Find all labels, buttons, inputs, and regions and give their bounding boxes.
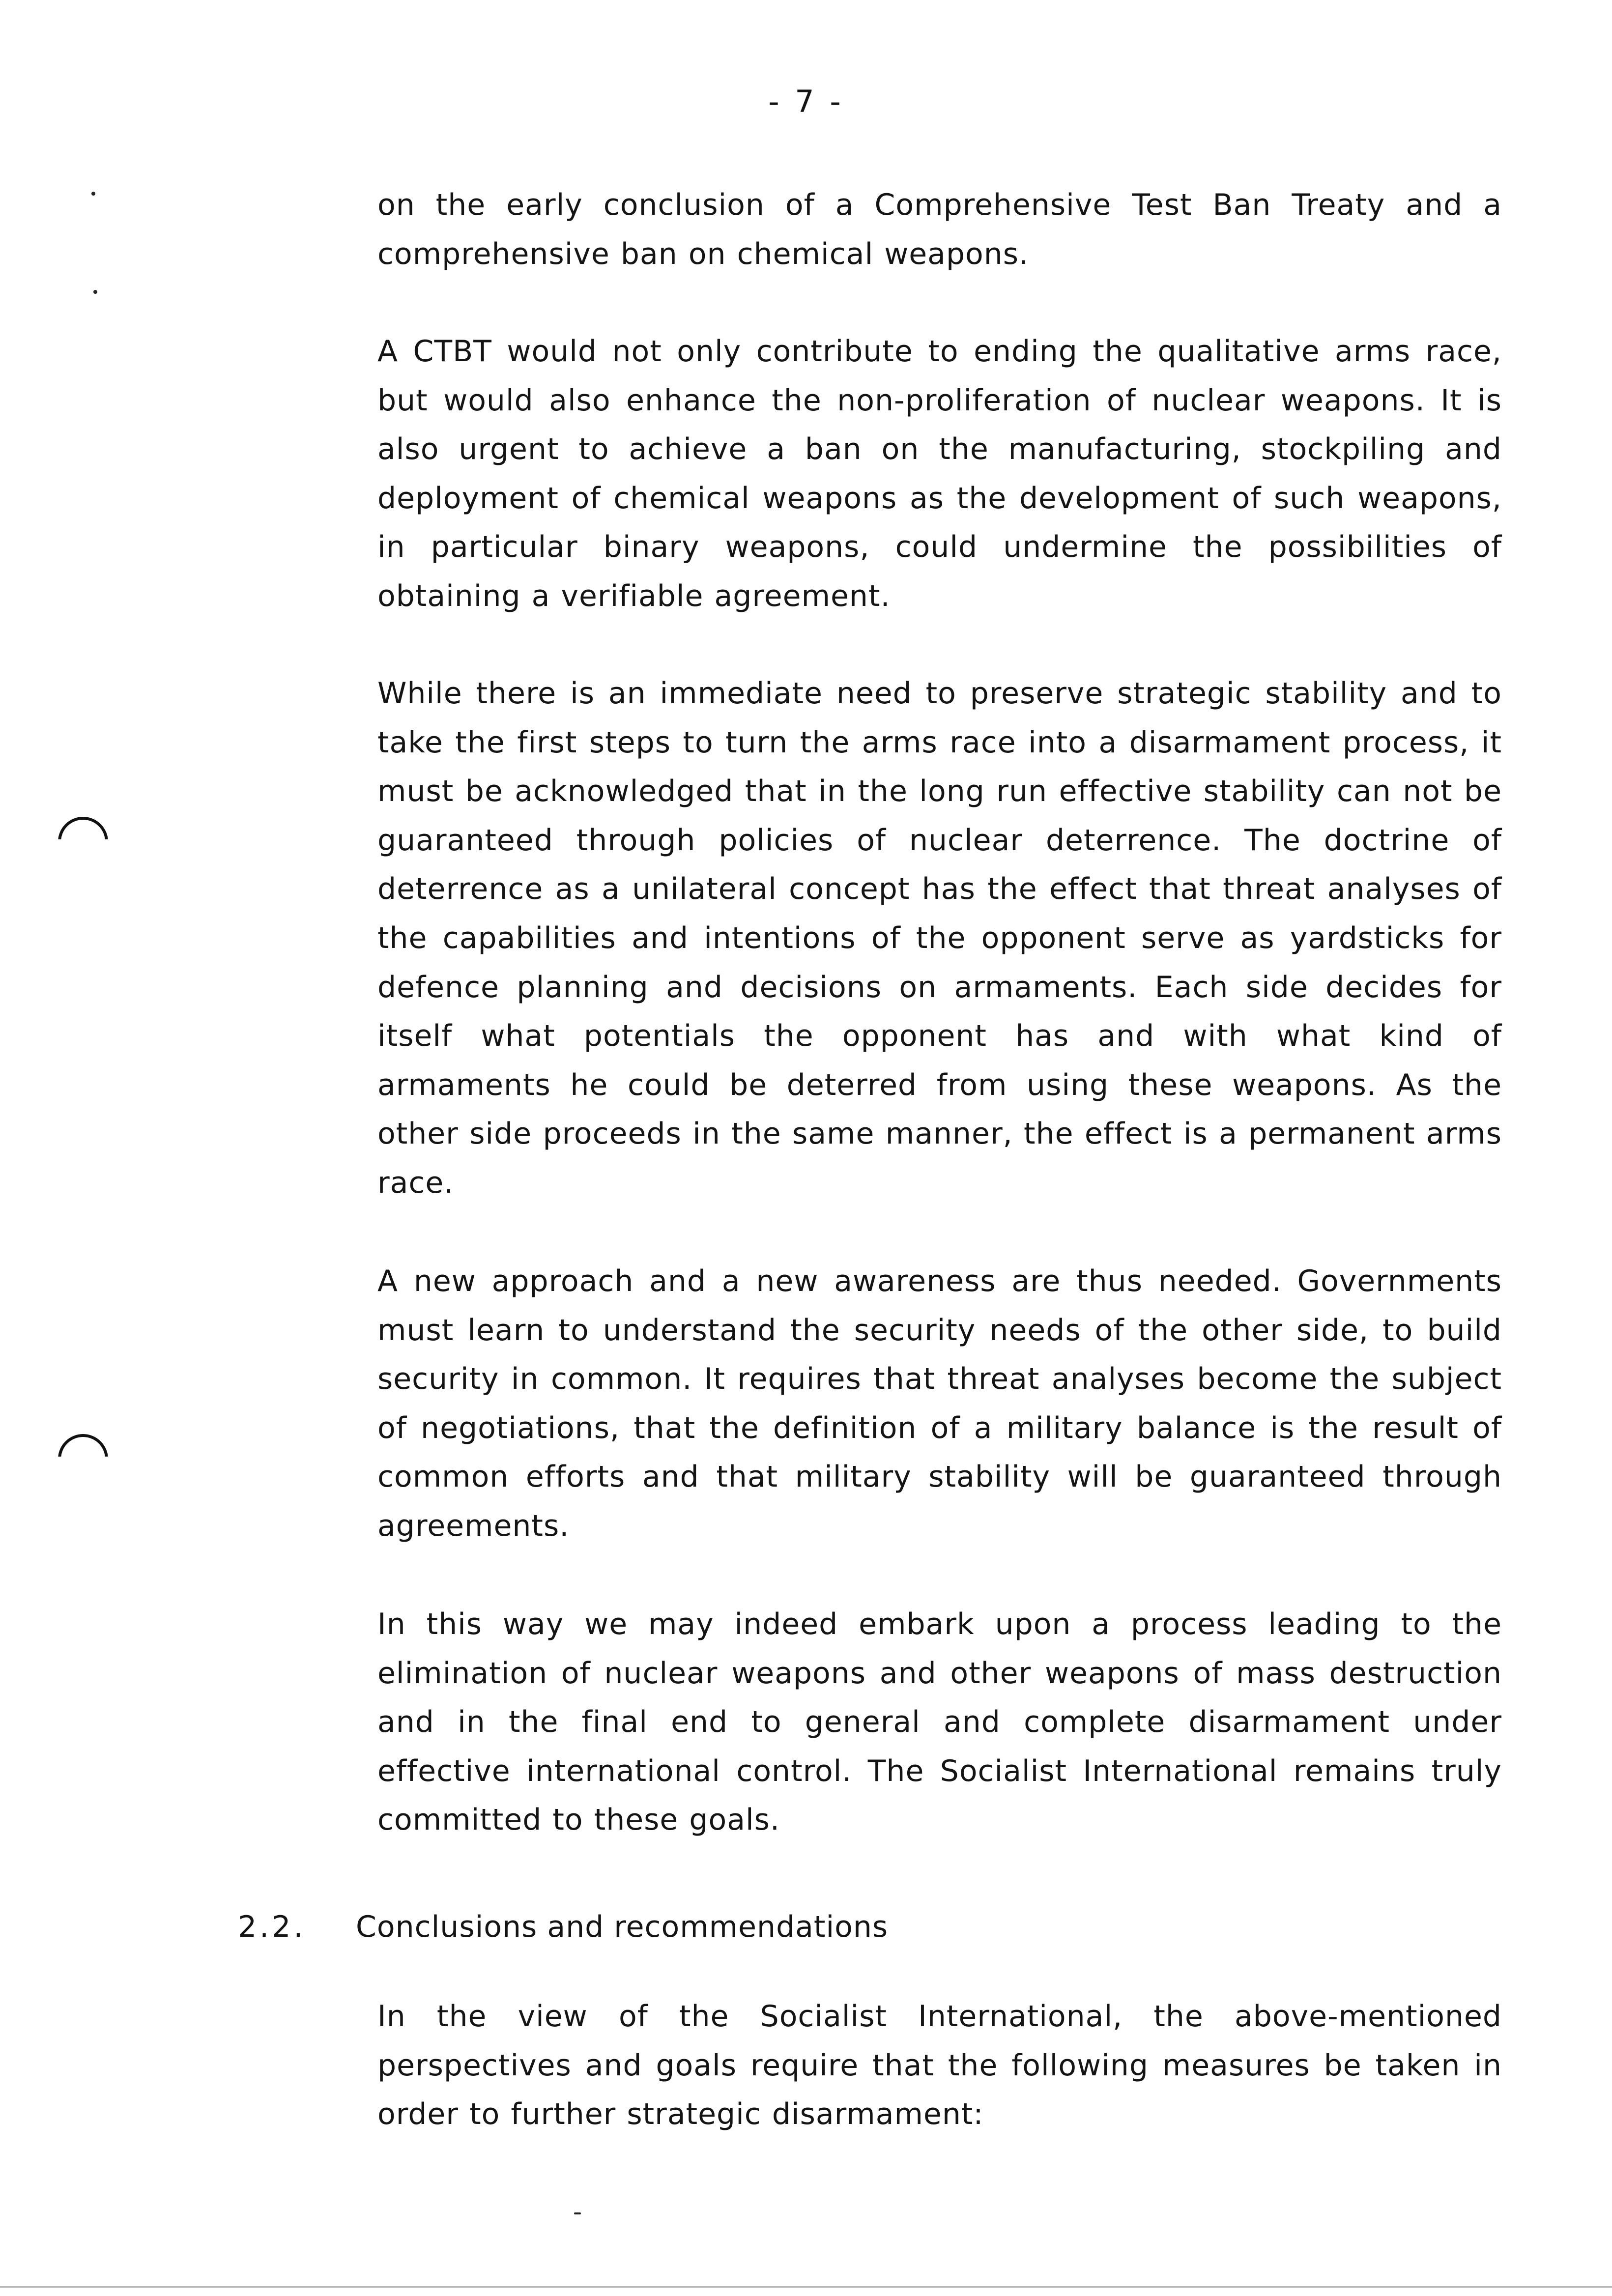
footer-speck [574, 2212, 581, 2214]
scan-edge-line [0, 2286, 1612, 2288]
paragraph-deterrence: While there is an immediate need to preserve strategic stability and to take the first steps to turn the arms race into a disarmament process, it must be acknowledged that in the long run effective stability can not be guaranteed through policies of nuclear deterrence. The doctrine of deterrence as a unilateral concept has the effect that threat analyses of the capabilities and intentions of the opponent serve as yardsticks for defence planning and decisions on armaments. Each side decides for itself what potentials the opponent has and with what kind of armaments he could be deterred from using these weapons. As the other side proceeds in the same manner, the effect is a permanent arms race. [377, 676, 1502, 1200]
paragraph-measures: In the view of the Socialist International, the above-mentioned perspectives and goals require that the following measures be taken in order to further strategic disarmament: [377, 1999, 1502, 2132]
margin-speck [93, 290, 97, 294]
paragraph-ctbt-intro: on the early conclusion of a Comprehensive Test Ban Treaty and a comprehensive ban on chemical weapons. [377, 188, 1502, 271]
paragraph-elimination: In this way we may indeed embark upon a process leading to the elimination of nuclear weapons and other weapons of mass destruction and in the final end to general and complete disarmament under effective international control. The Socialist International remains truly committed to these goals. [377, 1607, 1502, 1837]
margin-speck [91, 192, 95, 196]
punch-hole-mark [58, 817, 108, 867]
paragraph-ctbt-chemical: A CTBT would not only contribute to ending the qualitative arms race, but would also enhance the non-proliferation of nuclear weapons. It is also urgent to achieve a ban on the manufacturing, stockpiling and deployment of chemical weapons as the development of such weapons, in particular binary weapons, could undermine the possibilities of obtaining a verifiable agreement. [377, 334, 1502, 613]
punch-hole-mark [58, 1434, 108, 1484]
page-number: - 7 - [768, 84, 844, 119]
section-heading [238, 1905, 888, 1949]
section-number: 2.2. [238, 1910, 306, 1944]
section-title: Conclusions and recommendations [356, 1910, 889, 1944]
paragraph-new-approach: A new approach and a new awareness are thus needed. Governments must learn to understand the security needs of the other side, to build security in common. It requires that threat analyses become the subject of negotiations, that the definition of a military balance is the result of common efforts and that military stability will be guaranteed through agreements. [377, 1264, 1502, 1543]
